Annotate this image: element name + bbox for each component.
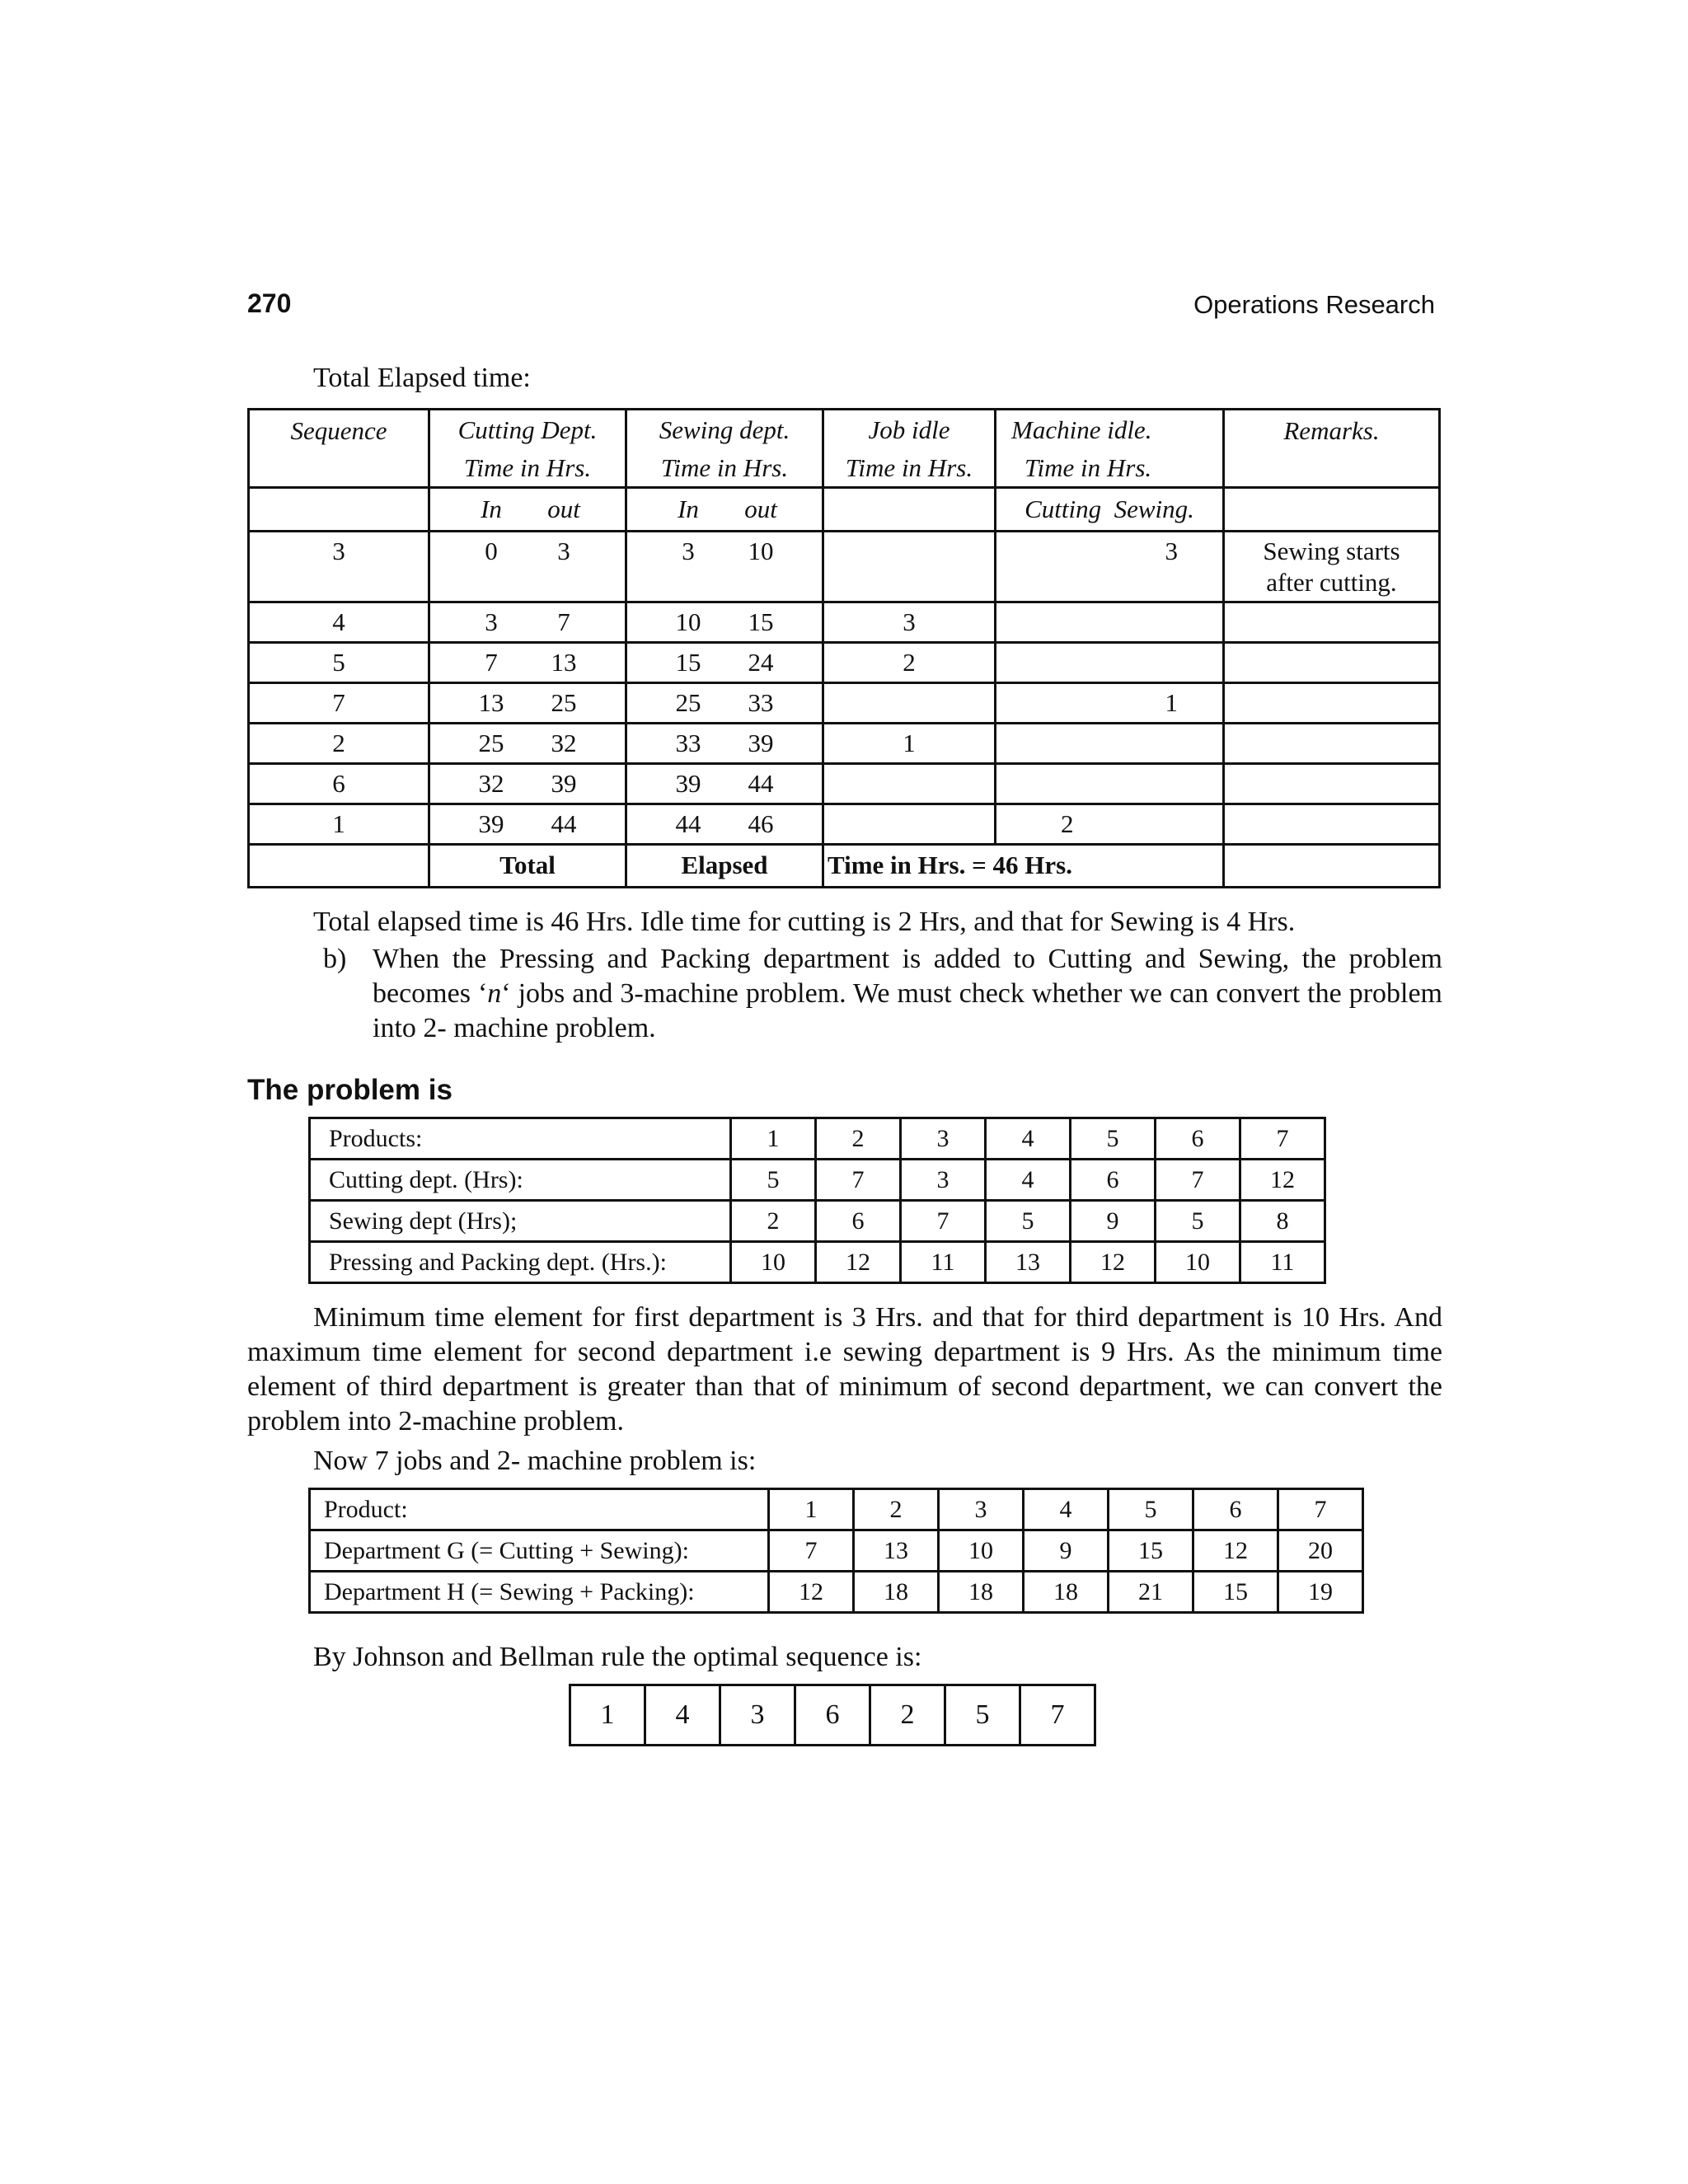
table-cell: 7 xyxy=(769,1530,854,1572)
table-row xyxy=(310,1530,1363,1572)
table-cell: 12 xyxy=(1071,1242,1156,1283)
two-machine-intro: Now 7 jobs and 2- machine problem is: xyxy=(313,1446,757,1476)
table-cell: 10 xyxy=(1156,1242,1240,1283)
header-sewing: Sewing dept. Time in Hrs. xyxy=(626,410,823,488)
sequence-cell: 5 xyxy=(332,648,345,677)
table-cell: 4 xyxy=(986,1118,1071,1160)
table-cell: 7 xyxy=(816,1160,901,1201)
sequence-cell: 1 xyxy=(332,809,345,838)
table-cell: 13 xyxy=(854,1530,939,1572)
johnson-paragraph: By Johnson and Bellman rule the optimal sequence is: xyxy=(313,1642,922,1672)
table-cell: 9 xyxy=(1071,1201,1156,1242)
sequence-cell: 3 xyxy=(332,537,345,565)
header-machine-idle: Machine idle. Time in Hrs. xyxy=(996,410,1224,488)
table-cell: 9 xyxy=(1024,1530,1109,1572)
footer-total: Total xyxy=(499,851,556,879)
table-cell: 5 xyxy=(1071,1118,1156,1160)
table-cell: 15 xyxy=(1193,1572,1278,1613)
cut-out-cell: 7 xyxy=(557,607,570,636)
idle-cutting-cell: 2 xyxy=(1061,809,1074,838)
table-cell: 5 xyxy=(1109,1489,1193,1530)
sequence-cell: 6 xyxy=(795,1685,870,1746)
remarks-cell xyxy=(1225,724,1438,728)
table-cell: 21 xyxy=(1109,1572,1193,1613)
sew-in-cell: 15 xyxy=(675,648,701,677)
sequence-cell: 6 xyxy=(332,769,345,798)
table-footer-row xyxy=(249,845,1440,888)
table-cell: 10 xyxy=(939,1530,1024,1572)
table-cell: 18 xyxy=(939,1572,1024,1613)
table-cell: 3 xyxy=(901,1160,986,1201)
table-row xyxy=(249,804,1440,845)
cut-in-cell: 39 xyxy=(478,809,504,838)
table-row xyxy=(310,1489,1363,1530)
table-cell: 19 xyxy=(1278,1572,1363,1613)
table-row xyxy=(249,764,1440,804)
sequence-row xyxy=(570,1685,1095,1746)
table-row xyxy=(249,532,1440,602)
cut-out-cell: 39 xyxy=(551,769,577,798)
table-row xyxy=(310,1118,1325,1160)
table-cell: 12 xyxy=(769,1572,854,1613)
table-row xyxy=(249,724,1440,764)
table-cell: 7 xyxy=(1240,1118,1325,1160)
cut-in-cell: 7 xyxy=(485,648,498,677)
idle-cutting-cell xyxy=(1021,684,1061,722)
table-cell: 6 xyxy=(816,1201,901,1242)
table-cell: 12 xyxy=(1240,1160,1325,1201)
table-row xyxy=(249,683,1440,724)
table-cell: 2 xyxy=(854,1489,939,1530)
sew-in-cell: 3 xyxy=(682,537,695,565)
table-cell: 3 xyxy=(939,1489,1024,1530)
sew-in-cell: 33 xyxy=(675,729,701,757)
sew-out-cell: 44 xyxy=(748,769,774,798)
table-cell: 5 xyxy=(1156,1201,1240,1242)
total-elapsed-paragraph: Total elapsed time is 46 Hrs. Idle time for cutting is 2 Hrs, and that for Sewing is 4 Hrs. xyxy=(313,907,1296,937)
remarks-cell xyxy=(1225,765,1438,768)
table-row xyxy=(310,1201,1325,1242)
table-row xyxy=(249,643,1440,683)
sequence-cell: 7 xyxy=(332,688,345,717)
elapsed-time-table xyxy=(247,408,1441,888)
row-label: Products: xyxy=(310,1118,731,1160)
sew-out-cell: 15 xyxy=(748,607,774,636)
cut-in-cell: 13 xyxy=(478,688,504,717)
table-cell: 5 xyxy=(731,1160,816,1201)
cut-in-cell: 25 xyxy=(478,729,504,757)
remarks-cell: Sewing starts after cutting. xyxy=(1263,537,1400,597)
table-cell: 4 xyxy=(1024,1489,1109,1530)
row-label: Sewing dept (Hrs); xyxy=(310,1201,731,1242)
table-cell: 3 xyxy=(901,1118,986,1160)
sequence-cell: 4 xyxy=(645,1685,720,1746)
remarks-cell xyxy=(1225,603,1438,607)
idle-sewing-cell: 3 xyxy=(1165,537,1178,565)
table-cell: 6 xyxy=(1156,1118,1240,1160)
cut-in-cell: 32 xyxy=(478,769,504,798)
job-idle-cell: 2 xyxy=(903,648,916,677)
footer-time: Time in Hrs. = 46 Hrs. xyxy=(828,851,1072,879)
table-cell: 18 xyxy=(854,1572,939,1613)
sew-out-cell: 24 xyxy=(748,648,774,677)
subheader-row: In out In out Cutting Sewing. xyxy=(249,488,1440,532)
sequence-cell: 7 xyxy=(1020,1685,1095,1746)
table-row xyxy=(310,1242,1325,1283)
row-label: Product: xyxy=(310,1489,769,1530)
sew-in-cell: 10 xyxy=(675,607,701,636)
table-row xyxy=(249,602,1440,643)
table-cell: 7 xyxy=(1156,1160,1240,1201)
table-cell: 13 xyxy=(986,1242,1071,1283)
two-machine-table xyxy=(308,1488,1364,1614)
sequence-cell: 3 xyxy=(720,1685,795,1746)
table-cell: 11 xyxy=(1240,1242,1325,1283)
cut-out-cell: 25 xyxy=(551,688,577,717)
table-cell: 18 xyxy=(1024,1572,1109,1613)
remarks-cell xyxy=(1225,684,1438,687)
minimum-time-paragraph: Minimum time element for first department is 3 Hrs. and that for third department is 10 Hrs. And maximum time element for second department i.e sewing department is 9 Hrs. As the minimum time element of third department is greater than that of minimum of second department, we can convert the problem into 2-machine problem. xyxy=(247,1302,1442,1436)
sequence-cell: 5 xyxy=(945,1685,1020,1746)
sequence-cell: 2 xyxy=(870,1685,945,1746)
list-marker-b: b) xyxy=(323,944,347,974)
table-cell: 6 xyxy=(1071,1160,1156,1201)
page-number: 270 xyxy=(247,288,292,318)
table-cell: 15 xyxy=(1109,1530,1193,1572)
row-label: Department G (= Cutting + Sewing): xyxy=(310,1530,769,1572)
idle-cutting-cell xyxy=(1021,532,1061,570)
sew-in-cell: 44 xyxy=(675,809,701,838)
sew-in-cell: 25 xyxy=(675,688,701,717)
idle-sewing-cell xyxy=(1178,805,1211,843)
table-cell: 1 xyxy=(731,1118,816,1160)
problem-table xyxy=(308,1117,1326,1284)
table-cell: 1 xyxy=(769,1489,854,1530)
table-cell: 4 xyxy=(986,1160,1071,1201)
table-cell: 10 xyxy=(731,1242,816,1283)
idle-sewing-cell: 1 xyxy=(1165,688,1178,717)
table-cell: 20 xyxy=(1278,1530,1363,1572)
table-cell: 11 xyxy=(901,1242,986,1283)
sequence-cell: 4 xyxy=(332,607,345,636)
cut-in-cell: 3 xyxy=(485,607,498,636)
cut-out-cell: 32 xyxy=(551,729,577,757)
table-row xyxy=(310,1572,1363,1613)
table-cell: 6 xyxy=(1193,1489,1278,1530)
job-idle-cell: 1 xyxy=(903,729,916,757)
footer-elapsed: Elapsed xyxy=(681,851,768,879)
cut-out-cell: 3 xyxy=(557,537,570,565)
sew-out-cell: 46 xyxy=(748,809,774,838)
section-heading: The problem is xyxy=(247,1074,452,1106)
header-sequence: Sequence xyxy=(249,410,429,488)
cut-out-cell: 13 xyxy=(551,648,577,677)
row-label: Department H (= Sewing + Packing): xyxy=(310,1572,769,1613)
running-head: Operations Research xyxy=(1193,290,1435,319)
header-cutting: Cutting Dept. Time in Hrs. xyxy=(429,410,626,488)
header-job-idle: Job idle Time in Hrs. xyxy=(823,410,996,488)
sequence-cell: 1 xyxy=(570,1685,645,1746)
table-cell: 2 xyxy=(731,1201,816,1242)
job-idle-cell: 3 xyxy=(903,607,916,636)
table-cell: 8 xyxy=(1240,1201,1325,1242)
row-label: Cutting dept. (Hrs): xyxy=(310,1160,731,1201)
elapsed-table-label: Total Elapsed time: xyxy=(313,363,531,393)
optimal-sequence-table xyxy=(569,1684,1096,1746)
sew-out-cell: 39 xyxy=(748,729,774,757)
header-remarks: Remarks. xyxy=(1224,410,1440,488)
table-cell: 12 xyxy=(1193,1530,1278,1572)
cut-in-cell: 0 xyxy=(485,537,498,565)
table-row xyxy=(310,1160,1325,1201)
remarks-cell xyxy=(1225,644,1438,647)
remarks-cell xyxy=(1225,805,1438,808)
table-cell: 5 xyxy=(986,1201,1071,1242)
sew-out-cell: 10 xyxy=(748,537,774,565)
table-cell: 12 xyxy=(816,1242,901,1283)
table-cell: 7 xyxy=(901,1201,986,1242)
sew-in-cell: 39 xyxy=(675,769,701,798)
table-cell: 7 xyxy=(1278,1489,1363,1530)
table-header-row xyxy=(249,410,1440,488)
sew-out-cell: 33 xyxy=(748,688,774,717)
row-label: Pressing and Packing dept. (Hrs.): xyxy=(310,1242,731,1283)
table-cell: 2 xyxy=(816,1118,901,1160)
sequence-cell: 2 xyxy=(332,729,345,757)
cut-out-cell: 44 xyxy=(551,809,577,838)
paragraph-b: When the Pressing and Packing department is added to Cutting and Sewing, the problem becomes ‘n‘ jobs and 3-machine problem. We must check whether we can convert the problem into 2- machine problem. xyxy=(373,944,1443,1043)
